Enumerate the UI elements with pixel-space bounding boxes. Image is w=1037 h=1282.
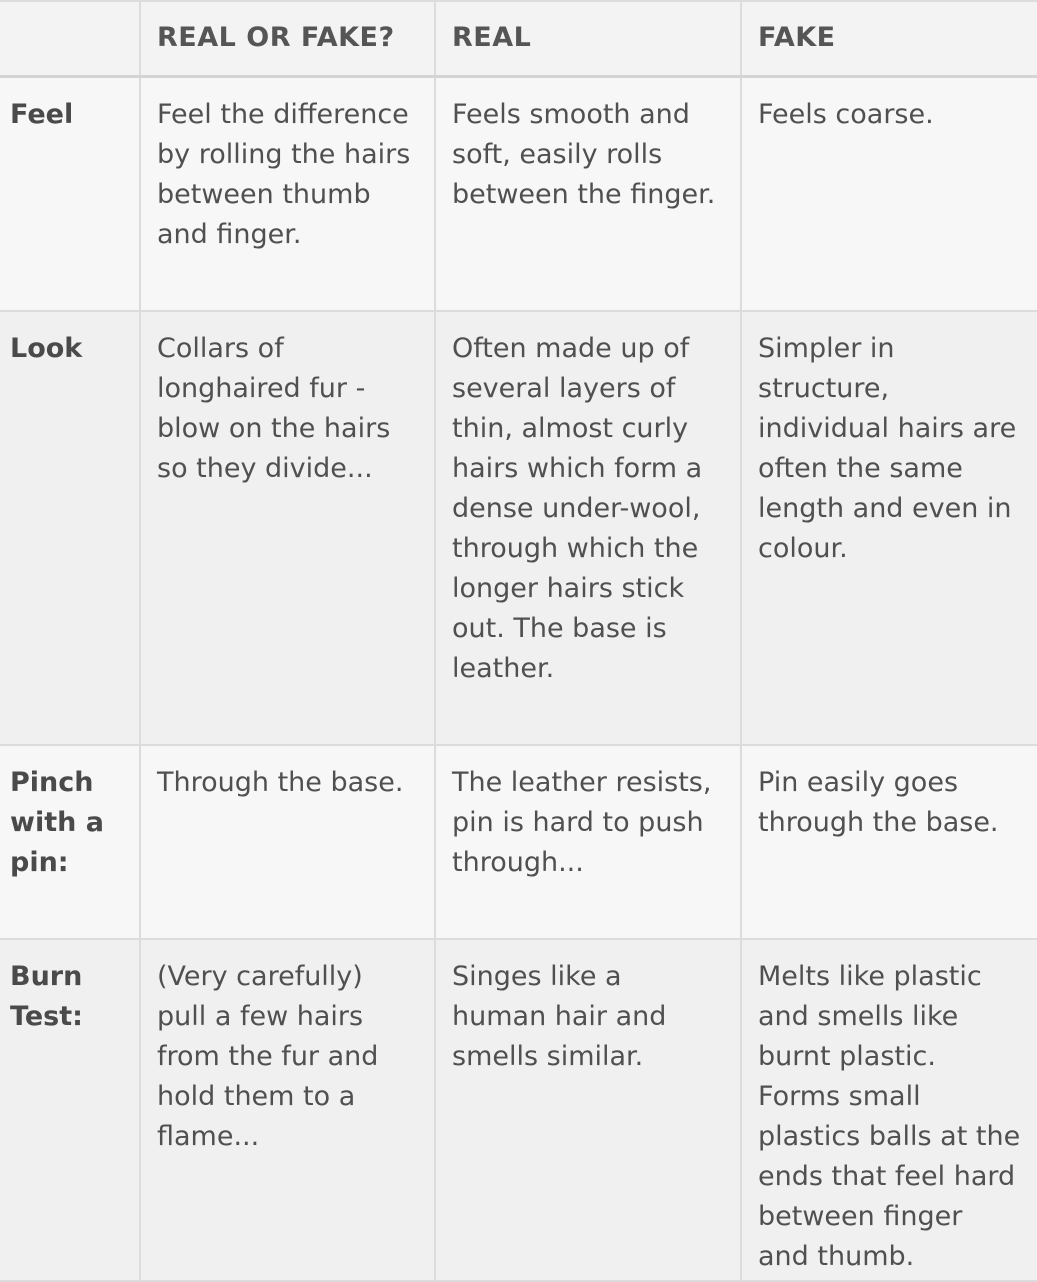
row-label-burn-test: Burn Test: bbox=[0, 939, 140, 1281]
table-row bbox=[0, 311, 1037, 745]
fake-cell: Feels coarse. bbox=[741, 76, 1037, 311]
fake-cell: Pin easily goes through the base. bbox=[741, 745, 1037, 939]
test-cell: Feel the difference by rolling the hairs between thumb and finger. bbox=[140, 76, 435, 311]
real-cell: Feels smooth and soft, easily rolls between the finger. bbox=[435, 76, 741, 311]
fake-cell: Melts like plastic and smells like burnt plastic. Forms small plastics balls at the ends that feel hard between finger and thumb. bbox=[741, 939, 1037, 1281]
header-row bbox=[0, 1, 1037, 76]
test-cell: Collars of longhaired fur - blow on the hairs so they divide... bbox=[140, 311, 435, 745]
row-label-look: Look bbox=[0, 311, 140, 745]
row-label-feel: Feel bbox=[0, 76, 140, 311]
real-cell: Often made up of several layers of thin, almost curly hairs which form a dense under-wool, through which the longer hairs stick out. The base is leather. bbox=[435, 311, 741, 745]
row-label-pinch: Pinch with a pin: bbox=[0, 745, 140, 939]
real-cell: The leather resists, pin is hard to push through... bbox=[435, 745, 741, 939]
table-row bbox=[0, 745, 1037, 939]
header-cell-fake: FAKE bbox=[741, 1, 1037, 76]
test-cell: Through the base. bbox=[140, 745, 435, 939]
fake-cell: Simpler in structure, individual hairs are often the same length and even in colour. bbox=[741, 311, 1037, 745]
header-cell-empty bbox=[0, 1, 140, 76]
table-row bbox=[0, 76, 1037, 311]
test-cell: (Very carefully) pull a few hairs from the fur and hold them to a flame... bbox=[140, 939, 435, 1281]
real-cell: Singes like a human hair and smells similar. bbox=[435, 939, 741, 1281]
header-cell-real: REAL bbox=[435, 1, 741, 76]
header-cell-real-or-fake: REAL OR FAKE? bbox=[140, 1, 435, 76]
table-row bbox=[0, 939, 1037, 1281]
